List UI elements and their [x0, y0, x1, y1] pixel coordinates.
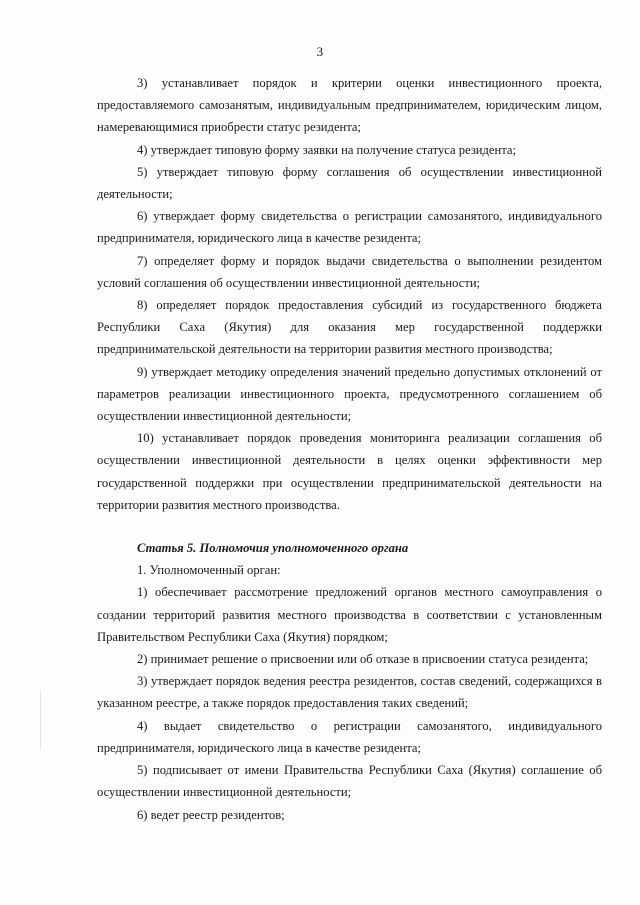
paragraph-subitem-4: 4) выдает свидетельство о регистрации самозанятого, индивидуального предпринимателя, юридического лица в качестве резидента;	[97, 718, 602, 755]
paragraph-item-4: 4) утверждает типовую форму заявки на получение статуса резидента;	[137, 142, 517, 157]
paragraph-subitem-2: 2) принимает решение о присвоении или об отказе в присвоении статуса резидента;	[137, 652, 589, 667]
paragraph-item-10: 10) устанавливает порядок проведения мониторинга реализации соглашения об осуществлении инвестиционной деятельности в целях оценки эффективности мер государственной поддержки при осуществлении предпринимательской деятельности на территории развития местного производства.	[97, 431, 602, 512]
paragraph-subitem-3: 3) утверждает порядок ведения реестра резидентов, состав сведений, содержащихся в указанном реестре, а также порядок предоставления таких сведений;	[97, 674, 602, 711]
paragraph-item-3: 3) устанавливает порядок и критерии оценки инвестиционного проекта, предоставляемого самозанятым, индивидуальным предпринимателем, юридическим лицом, намеревающимися приобрести статус резидента;	[97, 76, 602, 135]
paragraph-subitem-5: 5) подписывает от имени Правительства Республики Саха (Якутия) соглашение об осуществлении инвестиционной деятельности;	[97, 763, 602, 800]
paragraph-subitem-6: 6) ведет реестр резидентов;	[137, 807, 285, 822]
document-body	[97, 72, 602, 826]
paragraph-item-5: 5) утверждает типовую форму соглашения об осуществлении инвестиционной деятельности;	[97, 164, 602, 202]
paragraph-item-8: 8) определяет порядок предоставления субсидий из государственного бюджета Республики Саха (Якутия) для оказания мер государственной поддержки предпринимательской деятельности на территории развития местного производства;	[97, 298, 602, 357]
article-heading: Статья 5. Полномочия уполномоченного органа	[137, 541, 409, 556]
section-spacer	[97, 516, 602, 537]
paragraph-subitem-1: 1) обеспечивает рассмотрение предложений органов местного самоуправления о создании территорий развития местного производства в соответствии с установленным Правительством Республики Саха (Якутия) порядком;	[97, 585, 602, 644]
scan-margin-mark	[40, 690, 41, 750]
paragraph-item-9: 9) утверждает методику определения значений предельно допустимых отклонений от параметров реализации инвестиционного проекта, предусмотренного соглашением об осуществлении инвестиционной деятельности;	[97, 364, 602, 424]
paragraph-item-6: 6) утверждает форму свидетельства о регистрации самозанятого, индивидуального предпринимателя, юридического лица в качестве резидента;	[97, 209, 602, 246]
paragraph-clause-1: 1. Уполномоченный орган:	[137, 563, 281, 578]
page-number: 3	[316, 44, 324, 59]
paragraph-item-7: 7) определяет форму и порядок выдачи свидетельства о выполнении резидентом условий соглашения об осуществлении инвестиционной деятельности;	[97, 253, 602, 290]
